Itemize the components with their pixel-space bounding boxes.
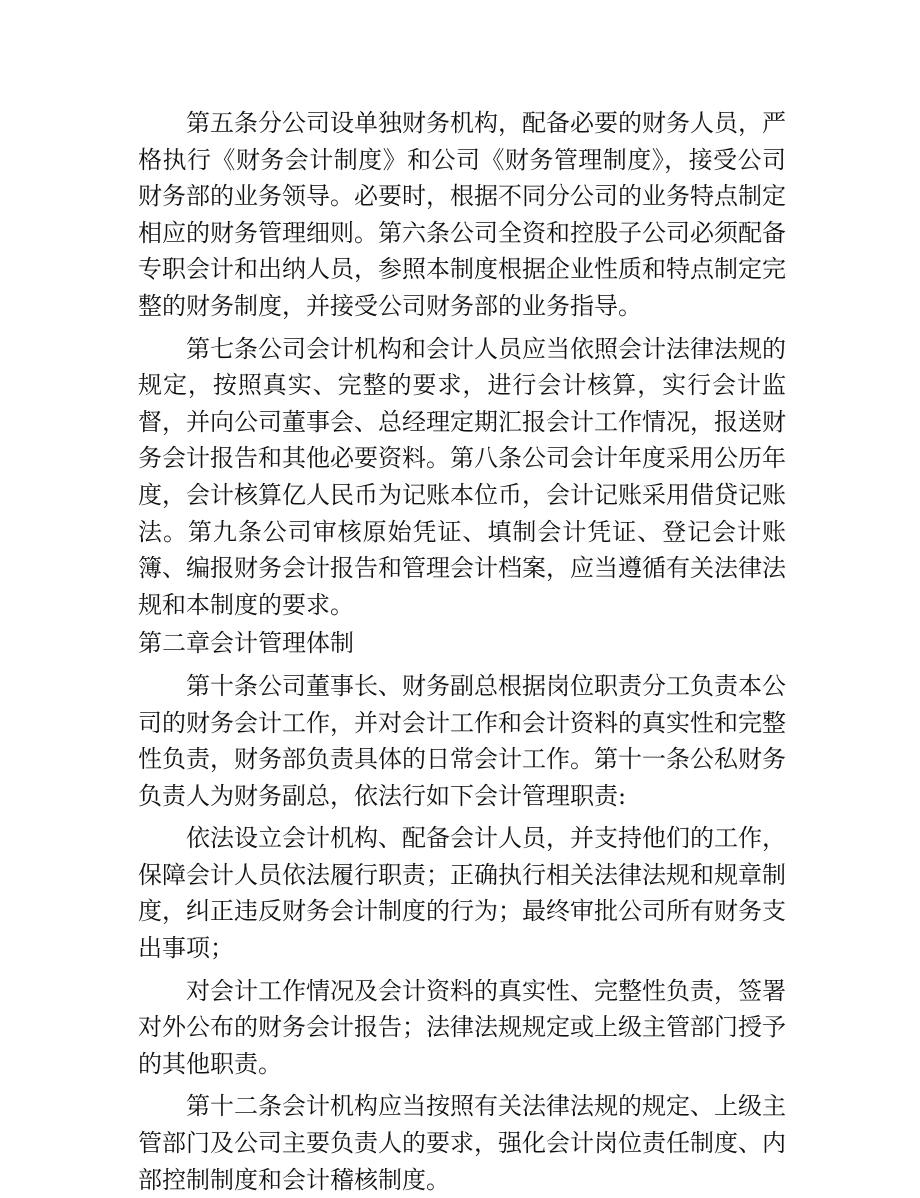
paragraph-article-10-11: 第十条公司董事长、财务副总根据岗位职责分工负责本公司的财务会计工作，并对会计工作和会计资料的真实性和完整性负责，财务部负责具体的日常会计工作。第十一条公私财务负责人为财务副总，依法行如下会计管理职责:: [138, 671, 786, 810]
paragraph-article-5-6: 第五条分公司设单独财务机构，配备必要的财务人员，严格执行《财务会计制度》和公司《财务管理制度》，接受公司财务部的业务领导。必要时，根据不同分公司的业务特点制定相应的财务管理细则。第六条公司全资和控股子公司必须配备专职会计和出纳人员，参照本制度根据企业性质和特点制定完整的财务制度，并接受公司财务部的业务指导。: [138, 109, 786, 320]
paragraph-article-7-9: 第七条公司会计机构和会计人员应当依照会计法律法规的规定，按照真实、完整的要求，进行会计核算，实行会计监督，并向公司董事会、总经理定期汇报会计工作情况，报送财务会计报告和其他必要资料。第八条公司会计年度采用公历年度，会计核算亿人民币为记账本位币，会计记账采用借贷记账法。第九条公司审核原始凭证、填制会计凭证、登记会计账簿、编报财务会计报告和管理会计档案，应当遵循有关法律法规和本制度的要求。: [138, 334, 786, 619]
document-body: [138, 105, 786, 1198]
chapter-heading: 第二章会计管理体制: [138, 629, 354, 658]
paragraph-article-12: 第十二条会计机构应当按照有关法律法规的规定、上级主管部门及公司主要负责人的要求，强化会计岗位责任制度、内部控制制度和会计稽核制度。: [138, 1092, 786, 1194]
paragraph-duties-2: 对会计工作情况及会计资料的真实性、完整性负责，签署对外公布的财务会计报告；法律法规规定或上级主管部门授予的其他职责。: [138, 976, 786, 1078]
paragraph-duties-1: 依法设立会计机构、配备会计人员，并支持他们的工作，保障会计人员依法履行职责；正确执行相关法律法规和规章制度，纠正违反财务会计制度的行为；最终审批公司所有财务支出事项；: [138, 824, 786, 963]
